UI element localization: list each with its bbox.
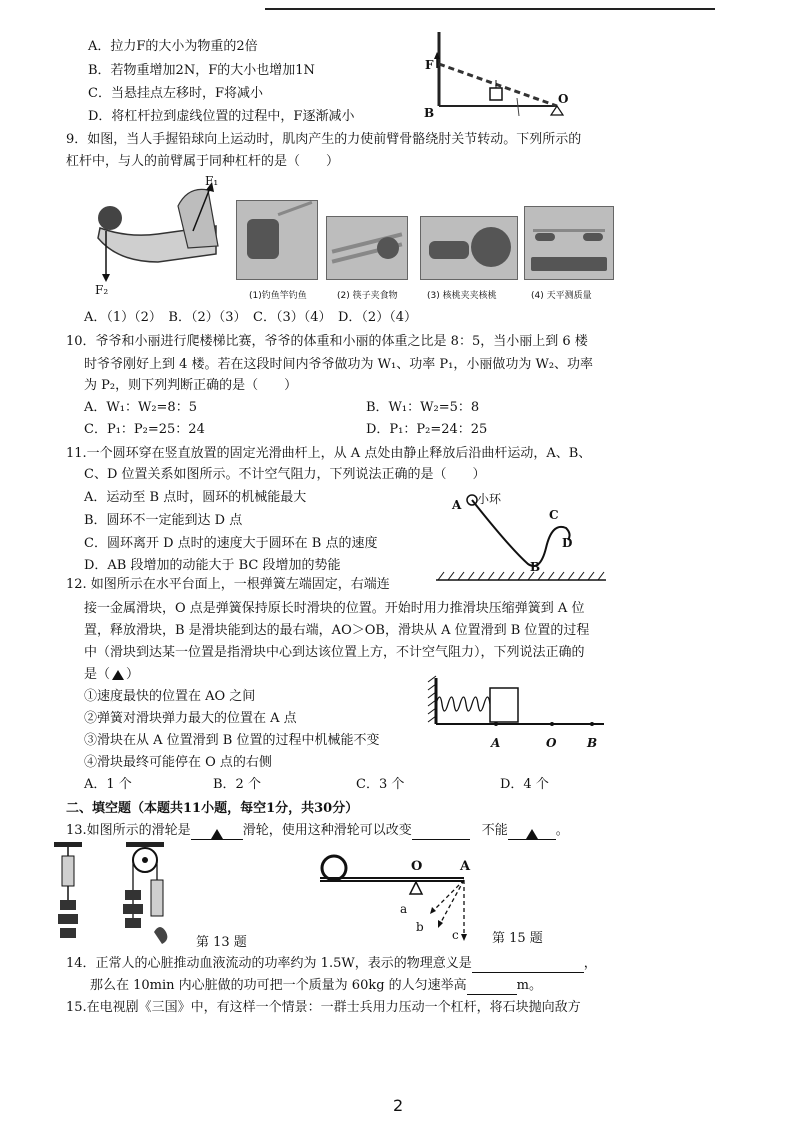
fishing-rod-photo xyxy=(236,200,318,280)
q11-option-b: B．圆环不一定能到达 D 点 xyxy=(84,513,243,528)
q12-statement-2: ②弹簧对滑块弹力最大的位置在 A 点 xyxy=(84,711,297,726)
q12-stem-line3: 置，释放滑块，B 是滑块能到达的最右端，AO＞OB，滑块从 A 位置滑到 B 位置的过程 xyxy=(84,623,590,638)
q9-label-f2: F₂ xyxy=(95,283,109,297)
q13-text-3: 不能 xyxy=(481,823,508,838)
header-rule xyxy=(265,8,715,10)
q12-spring-figure xyxy=(428,676,608,734)
q12-statement-4: ④滑块最终可能停在 O 点的右侧 xyxy=(84,755,272,770)
page-number: 2 xyxy=(393,1096,404,1115)
q14-line1 xyxy=(66,955,597,973)
q13-pulley-figure xyxy=(46,840,186,950)
q8-option-a: A．拉力F的大小为物重的2倍 xyxy=(88,39,258,54)
q13-caption: 第 13 题 xyxy=(196,935,247,950)
q10-stem-line1: 10．爷爷和小丽进行爬楼梯比赛，爷爷的体重和小丽的体重之比是 8：5，当小丽上到 6 楼 xyxy=(66,334,588,349)
q12-option-b: B．2 个 xyxy=(213,777,261,792)
q12-label-a: A xyxy=(491,736,501,750)
q12-stem-line5-start: 是（ xyxy=(84,667,111,682)
q12-hatched-surface xyxy=(436,572,606,582)
q8-option-b: B．若物重增加2N，F的大小也增加1N xyxy=(88,63,315,78)
q11-label-b: B xyxy=(530,560,541,574)
q12-label-b: B xyxy=(587,736,598,750)
q8-lever-figure xyxy=(415,28,575,118)
q12-stem-line2: 接一金属滑块，O 点是弹簧保持原长时滑块的位置。开始时用力推滑块压缩弹簧到 A 位 xyxy=(84,601,585,616)
q11-curved-rod-figure xyxy=(450,488,580,578)
q12-statement-1: ①速度最快的位置在 AO 之间 xyxy=(84,689,256,704)
q11-option-d: D．AB 段增加的动能大于 BC 段增加的势能 xyxy=(84,558,341,573)
answer-triangle-icon xyxy=(112,670,124,680)
chopsticks-photo xyxy=(326,216,408,280)
q15-label-a: A xyxy=(460,859,471,874)
q10-stem-line3: 为 P₂，则下列判断正确的是（ ） xyxy=(84,378,298,393)
q9-caption-2: (2) 筷子夹食物 xyxy=(337,291,398,301)
q13-text-1: 13.如图所示的滑轮是 xyxy=(66,823,191,838)
q12-stem-line5 xyxy=(84,666,139,684)
q8-option-c: C．当悬挂点左移时，F将减小 xyxy=(88,86,263,101)
q14-text-3: 那么在 10min 内心脏做的功可把一个质量为 60kg 的人匀速举高 xyxy=(90,978,467,993)
q11-option-a: A．运动至 B 点时，圆环的机械能最大 xyxy=(84,490,307,505)
q10-option-d: D．P₁：P₂=24：25 xyxy=(366,422,488,437)
q13-blank-1[interactable] xyxy=(191,825,243,840)
q12-stem-line4: 中（滑块到达某一位置是指滑块中心到达该位置上方，不计空气阻力），下列说法正确的 xyxy=(84,645,585,660)
q11-label-a: A xyxy=(452,498,462,512)
q13-blank-3[interactable] xyxy=(508,825,556,840)
q10-stem-line2: 时爷爷刚好上到 4 楼。若在这段时间内爷爷做功为 W₁、功率 P₁，小丽做功为 W₂、功率 xyxy=(84,357,594,372)
q8-fig-label-o: O xyxy=(558,92,569,106)
section-heading: 二、填空题（本题共11小题，每空1分，共30分） xyxy=(66,801,359,816)
q9-options: A．（1）（2） B．（2）（3） C．（3）（4） D．（2）（4） xyxy=(84,310,417,325)
q14-text-4: m。 xyxy=(516,978,542,993)
q13-text-2: 滑轮，使用这种滑轮可以改变 xyxy=(242,823,412,838)
q12-label-o: O xyxy=(546,736,557,750)
q15-caption: 第 15 题 xyxy=(492,931,543,946)
q15-stem: 15.在电视剧《三国》中，有这样一个情景：一群士兵用力压动一个杠杆，将石块抛向敌方 xyxy=(66,1000,581,1015)
q8-option-d: D．将杠杆拉到虚线位置的过程中，F逐渐减小 xyxy=(88,109,355,124)
q10-option-b: B．W₁：W₂=5：8 xyxy=(366,400,480,415)
q12-stem-line5-end: ） xyxy=(126,667,140,682)
nutcracker-photo xyxy=(420,216,518,280)
q11-label-c: C xyxy=(549,508,559,522)
q12-stem-line1: 12. 如图所示在水平台面上，一根弹簧左端固定，右端连 xyxy=(66,577,390,592)
q9-caption-1: (1)钓鱼竿钓鱼 xyxy=(249,291,307,301)
q14-blank-2[interactable] xyxy=(467,980,517,995)
q9-stem-line2: 杠杆中，与人的前臂属于同种杠杆的是（ ） xyxy=(66,154,340,169)
q10-option-c: C．P₁：P₂=25：24 xyxy=(84,422,205,437)
balance-scale-photo xyxy=(524,206,614,280)
q10-option-a: A．W₁：W₂=8：5 xyxy=(84,400,197,415)
q9-caption-3: (3) 核桃夹夹核桃 xyxy=(427,291,497,301)
q14-text-1: 14．正常人的心脏推动血液流动的功率约为 1.5W，表示的物理意义是 xyxy=(66,956,472,971)
q14-text-2: ， xyxy=(583,956,597,971)
q12-statement-3: ③滑块在从 A 位置滑到 B 位置的过程中机械能不变 xyxy=(84,733,380,748)
answer-triangle-icon xyxy=(211,829,223,839)
q15-label-o: O xyxy=(411,859,423,874)
q9-label-f1: F₁ xyxy=(205,174,219,188)
q12-option-a: A．1 个 xyxy=(84,777,132,792)
q15-label-b-arrow: b xyxy=(416,920,424,934)
q11-option-c: C．圆环离开 D 点时的速度大于圆环在 B 点的速度 xyxy=(84,536,378,551)
q11-label-ring: 小环 xyxy=(477,492,502,506)
q13-blank-2[interactable] xyxy=(412,825,470,840)
q15-label-a-arrow: a xyxy=(400,902,408,916)
q12-option-d: D．4 个 xyxy=(500,777,549,792)
q13-line xyxy=(66,822,569,840)
q12-option-c: C．3 个 xyxy=(356,777,405,792)
q8-fig-label-b: B xyxy=(424,106,435,120)
q11-stem-line1: 11.一个圆环穿在竖直放置的固定光滑曲杆上，从 A 点处由静止释放后沿曲杆运动，A、B、 xyxy=(66,446,592,461)
q14-blank-1[interactable] xyxy=(472,958,584,973)
q9-stem-line1: 9．如图，当人手握铅球向上运动时，肌肉产生的力使前臂骨骼绕肘关节转动。下列所示的 xyxy=(66,132,582,147)
q15-label-c-arrow: c xyxy=(452,928,459,942)
q14-line2 xyxy=(90,977,542,995)
q13-text-4: 。 xyxy=(555,823,569,838)
q11-label-d: D xyxy=(562,536,573,550)
q9-caption-4: (4) 天平测质量 xyxy=(531,291,592,301)
q8-fig-label-f: F xyxy=(425,58,434,72)
q9-arm-figure xyxy=(88,176,228,296)
answer-triangle-icon xyxy=(526,829,538,839)
q11-stem-line2: C、D 位置关系如图所示。不计空气阻力，下列说法正确的是（ ） xyxy=(84,467,486,482)
